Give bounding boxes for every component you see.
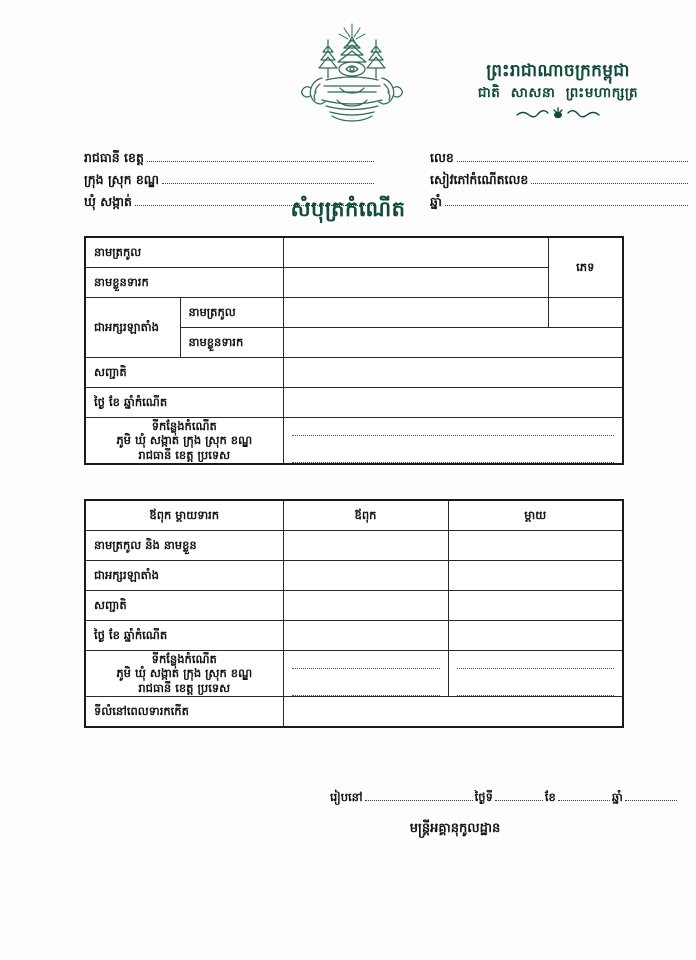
father-nationality-value[interactable] <box>283 591 448 621</box>
field-province-input[interactable] <box>147 150 374 162</box>
child-nationality-value[interactable] <box>283 358 623 388</box>
father-name-value[interactable] <box>283 531 448 561</box>
field-register-number-input[interactable] <box>531 172 688 184</box>
mother-nationality-value[interactable] <box>448 591 623 621</box>
child-dob-label: ថ្ងៃ ខែ ឆ្នាំកំណើត <box>85 388 283 418</box>
national-motto: ជាតិ សាសនា ព្រះមហាក្សត្រ <box>477 84 639 101</box>
child-nationality-label: សញ្ជាតិ <box>85 358 283 388</box>
child-latin-family-name-value[interactable] <box>283 298 548 328</box>
table-row <box>85 418 623 465</box>
month-input[interactable] <box>558 789 610 801</box>
column-header-mother: ម្តាយ <box>448 500 623 531</box>
issuance-line <box>0 786 696 804</box>
mother-birthplace-dotted-line-2[interactable] <box>457 678 615 696</box>
child-sex-label: ភេទ <box>548 237 623 298</box>
table-row <box>85 651 623 697</box>
child-dob-value[interactable] <box>283 388 623 418</box>
document-header <box>0 18 696 138</box>
parents-latin-label: ជាអក្សរឡាតាំង <box>85 561 283 591</box>
father-birthplace-dotted-line-1[interactable] <box>292 651 440 669</box>
month-label: ខែ <box>544 790 556 805</box>
child-family-name-value[interactable] <box>283 237 548 268</box>
father-dob-value[interactable] <box>283 621 448 651</box>
parents-nationality-label: សញ្ជាតិ <box>85 591 283 621</box>
field-register-number <box>430 165 688 187</box>
table-row <box>85 561 623 591</box>
child-sex-value[interactable] <box>548 298 623 328</box>
residence-label: ទីលំនៅពេលទារកកើត <box>85 697 283 728</box>
field-number-input[interactable] <box>457 150 688 162</box>
parents-name-label: នាមត្រកូល និង នាមខ្លួន <box>85 531 283 561</box>
child-family-name-label: នាមត្រកូល <box>85 237 283 268</box>
table-row <box>85 388 623 418</box>
child-birthplace-line1: ទីកន្លែងកំណើត <box>151 418 217 433</box>
father-birthplace-dotted-line-2[interactable] <box>292 678 440 696</box>
field-province <box>84 143 374 165</box>
page-title: សំបុត្រកំណើត <box>290 197 406 221</box>
parents-birthplace-line3: រាជធានី ខេត្ត ប្រទេស <box>138 680 231 695</box>
mother-birthplace-dotted-line-1[interactable] <box>457 651 615 669</box>
column-header-father: ឪពុក <box>283 500 448 531</box>
child-latin-given-name-label: នាមខ្លួនទារក <box>180 328 283 358</box>
mother-dob-value[interactable] <box>448 621 623 651</box>
field-register-number-label: សៀវភៅកំណើតលេខ <box>430 172 529 188</box>
residence-value[interactable] <box>283 697 623 728</box>
father-birthplace-value[interactable] <box>283 651 448 697</box>
parents-birthplace-line1: ទីកន្លែងកំណើត <box>151 651 217 666</box>
year-label: ឆ្នាំ <box>611 790 623 805</box>
year-input[interactable] <box>625 789 677 801</box>
mother-name-value[interactable] <box>448 531 623 561</box>
parents-header-label: ឪពុក ម្តាយទារក <box>85 500 283 531</box>
field-district <box>84 165 374 187</box>
country-name: ព្រះរាជាណាចក្រកម្ពុជា <box>486 61 630 81</box>
parents-dob-label: ថ្ងៃ ខែ ឆ្នាំកំណើត <box>85 621 283 651</box>
child-birthplace-dotted-line-1[interactable] <box>292 418 615 436</box>
day-input[interactable] <box>495 789 543 801</box>
floral-divider-ornament <box>420 106 696 120</box>
child-latin-group-label: ជាអក្សរឡាតាំង <box>85 298 180 358</box>
child-birthplace-line2: ភូមិ ឃុំ សង្កាត់ ក្រុង ស្រុក ខណ្ឌ <box>116 433 253 448</box>
parents-birthplace-line2: ភូមិ ឃុំ សង្កាត់ ក្រុង ស្រុក ខណ្ឌ <box>116 666 253 681</box>
child-birthplace-dotted-line-2[interactable] <box>292 445 615 463</box>
document-footer <box>0 786 696 839</box>
table-row <box>85 268 623 298</box>
father-latin-value[interactable] <box>283 561 448 591</box>
field-year-label: ឆ្នាំ <box>430 194 442 210</box>
table-row <box>85 697 623 728</box>
child-latin-family-name-label: នាមត្រកូល <box>180 298 283 328</box>
child-birthplace-line3: រាជធានី ខេត្ត ប្រទេស <box>138 447 231 462</box>
table-row <box>85 500 623 531</box>
table-row <box>85 237 623 268</box>
field-number <box>430 143 688 165</box>
officer-signature-title: មន្ត្រីអគ្គានុកូលដ្ឋាន <box>409 821 501 836</box>
field-number-label: លេខ <box>430 150 454 166</box>
mother-birthplace-value[interactable] <box>448 651 623 697</box>
field-commune-label: ឃុំ សង្កាត់ <box>84 194 132 210</box>
day-label: ថ្ងៃទី <box>474 790 493 805</box>
field-district-input[interactable] <box>162 172 374 184</box>
table-row <box>85 358 623 388</box>
mother-latin-value[interactable] <box>448 561 623 591</box>
made-at-input[interactable] <box>365 789 473 801</box>
parents-birthplace-label <box>85 651 283 697</box>
parents-details-table <box>84 499 624 728</box>
kingdom-heading <box>420 60 696 120</box>
table-row <box>85 531 623 561</box>
field-province-label: រាជធានី ខេត្ត <box>84 150 144 166</box>
table-row <box>85 298 623 328</box>
field-district-label: ក្រុង ស្រុក ខណ្ឌ <box>84 172 160 188</box>
made-at-label: រៀបនៅ <box>330 790 363 805</box>
child-latin-given-name-value[interactable] <box>283 328 623 358</box>
royal-arms-of-cambodia-emblem <box>292 22 412 126</box>
child-birthplace-label <box>85 418 283 465</box>
child-birthplace-value[interactable] <box>283 418 623 465</box>
child-given-name-value[interactable] <box>283 268 548 298</box>
table-row <box>85 621 623 651</box>
table-row <box>85 591 623 621</box>
child-details-table <box>84 236 624 465</box>
child-given-name-label: នាមខ្លួនទារក <box>85 268 283 298</box>
